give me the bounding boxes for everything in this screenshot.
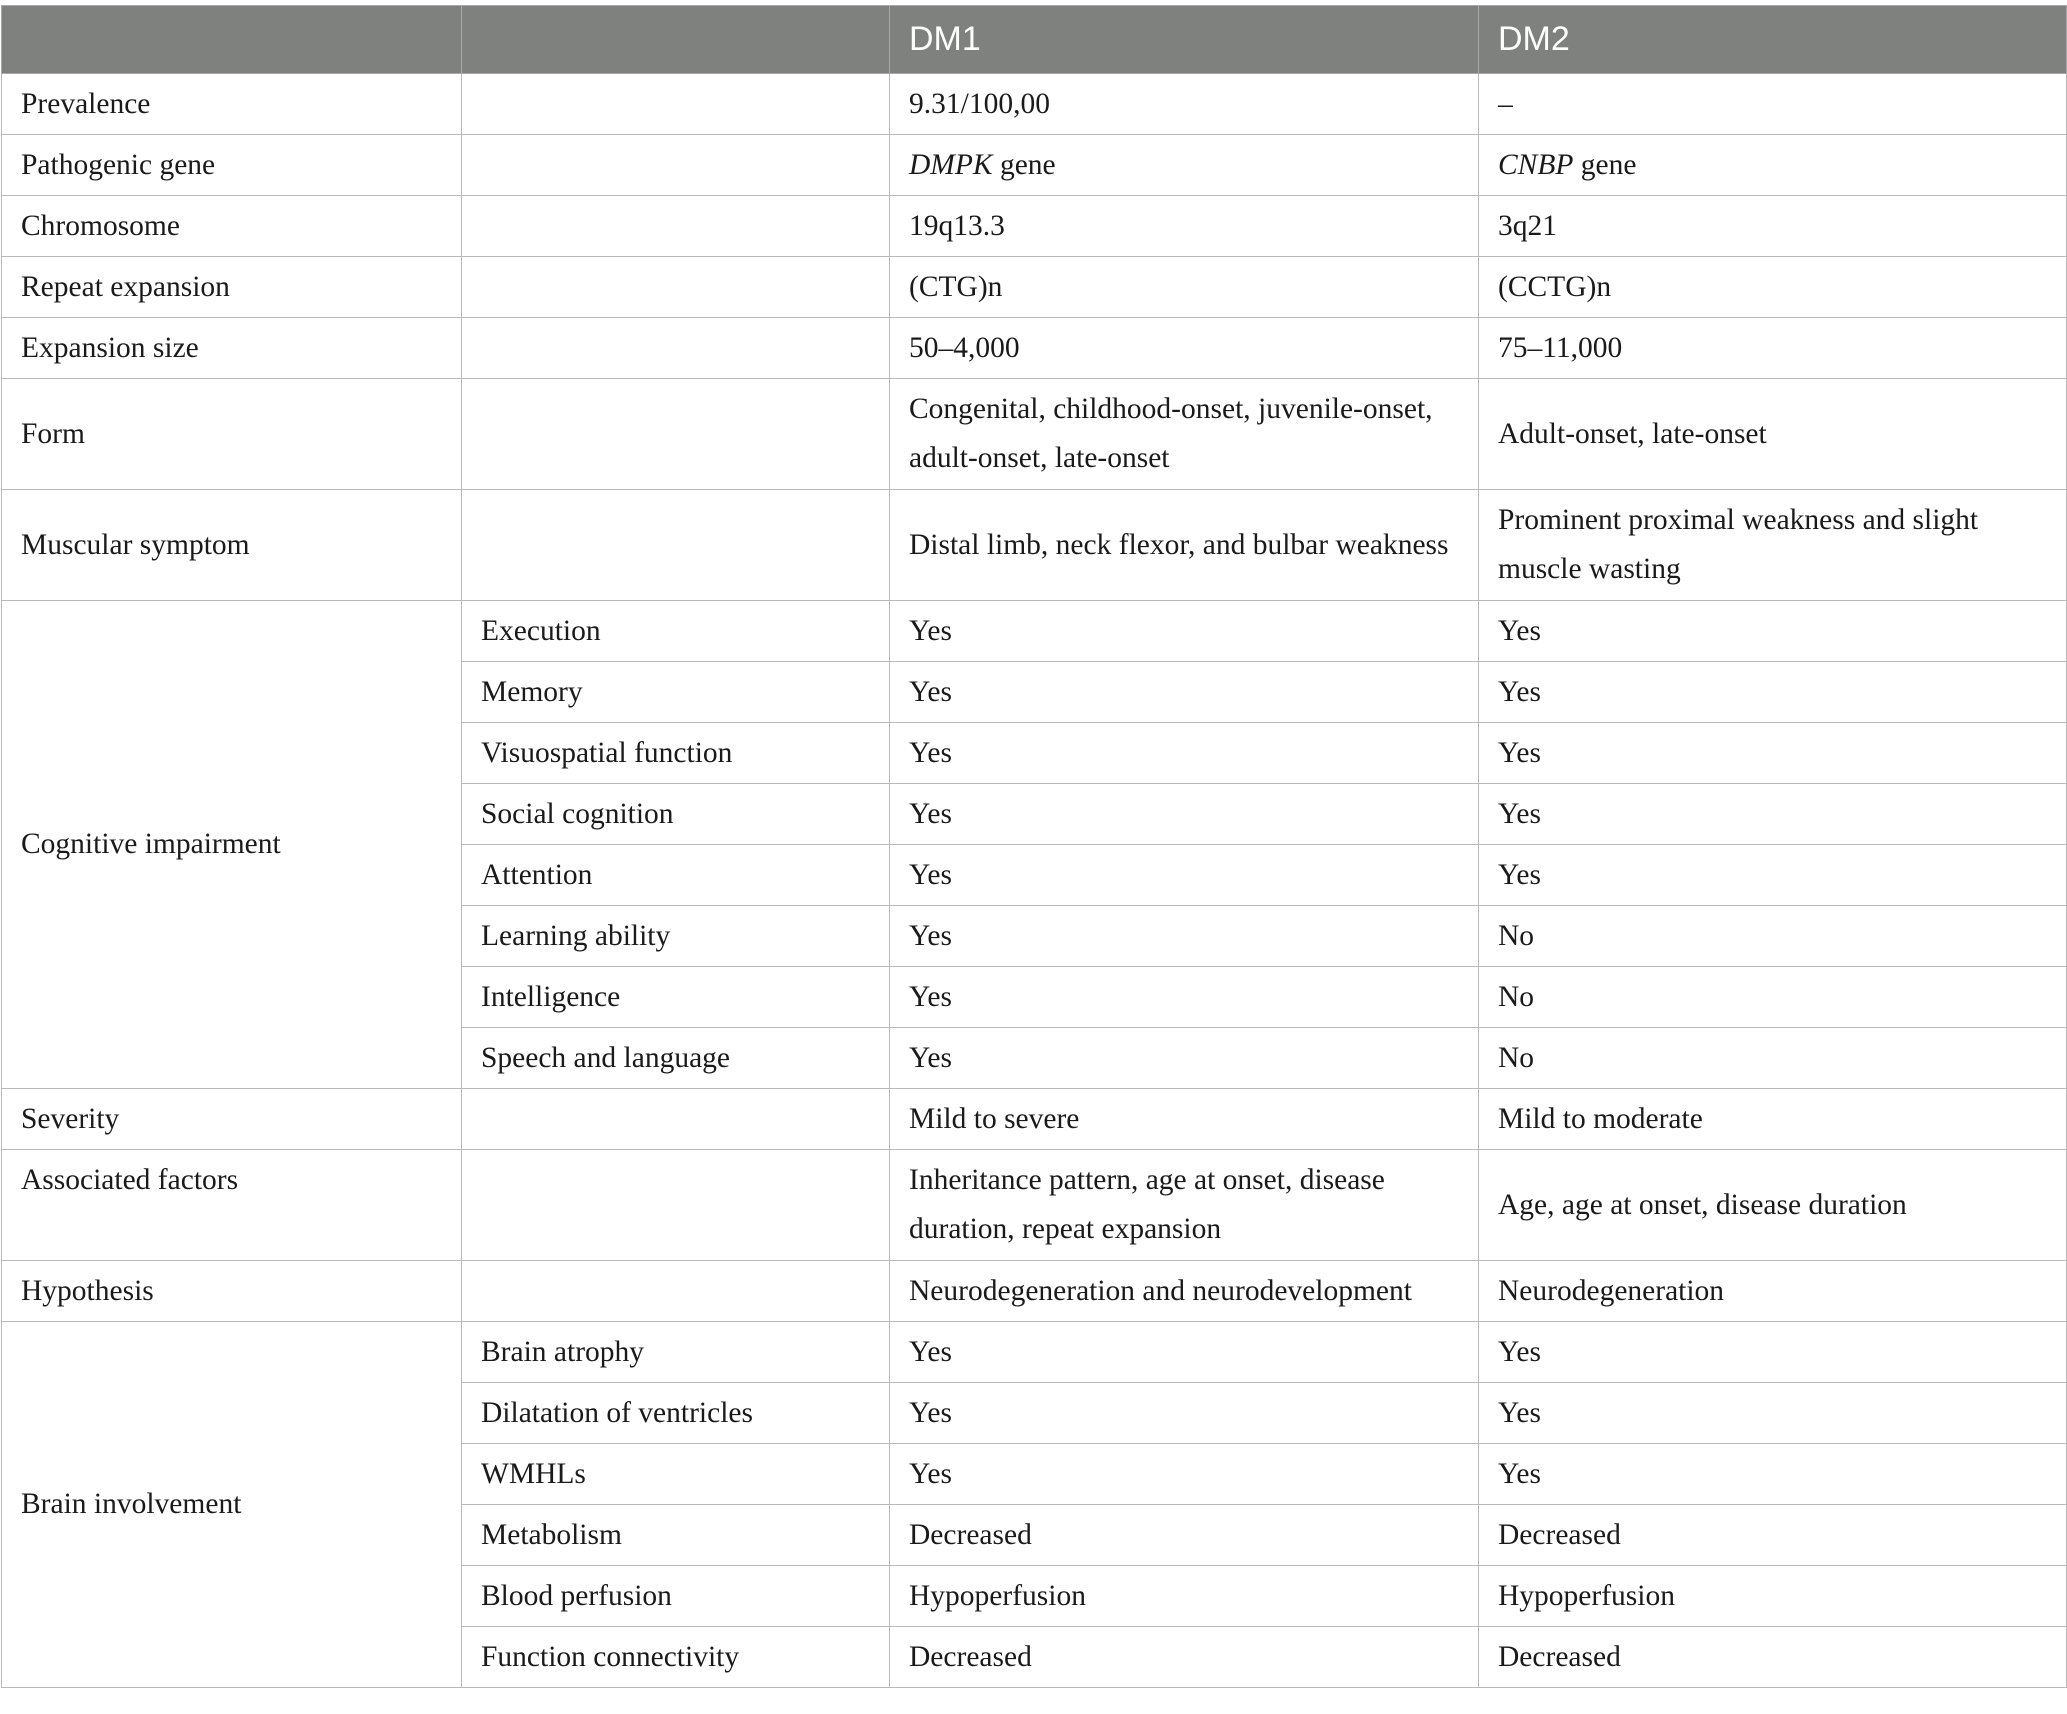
text-line: Inheritance pattern, age at onset, disease [909,1164,1385,1196]
dm2-value: Mild to moderate [1479,1089,2067,1150]
row-label: Chromosome [2,196,462,257]
row-label: Prevalence [2,74,462,135]
empty-cell [462,490,890,601]
dm1-value: Distal limb, neck flexor, and bulbar weakness [890,490,1479,601]
table-row [2,1150,2067,1261]
table-row [2,74,2067,135]
dm1-value: 9.31/100,00 [890,74,1479,135]
sub-label: Function connectivity [462,1627,890,1688]
sub-label: Speech and language [462,1028,890,1089]
sub-label: Attention [462,845,890,906]
dm1-value: Decreased [890,1505,1479,1566]
dm2-value: Yes [1479,1444,2067,1505]
sub-label: Learning ability [462,906,890,967]
dm1-value: Yes [890,723,1479,784]
dm1-value: Yes [890,1383,1479,1444]
text-line: duration, repeat expansion [909,1213,1222,1245]
dm1-value: Hypoperfusion [890,1566,1479,1627]
row-label: Hypothesis [2,1261,462,1322]
dm1-value: Yes [890,662,1479,723]
sub-label: Memory [462,662,890,723]
dm2-value: 75–11,000 [1479,318,2067,379]
dm1-value: (CTG)n [890,257,1479,318]
gene-name: DMPK [909,148,993,181]
dm2-value [1479,490,2067,601]
sub-label: Blood perfusion [462,1566,890,1627]
dm2-value: No [1479,967,2067,1028]
text-line: muscle wasting [1498,553,1681,585]
dm2-value: Yes [1479,723,2067,784]
dm1-value [890,379,1479,490]
dm1-value: Yes [890,1028,1479,1089]
dm1-value: Yes [890,906,1479,967]
dm2-value: Decreased [1479,1505,2067,1566]
sub-label: WMHLs [462,1444,890,1505]
dm2-value: Yes [1479,1383,2067,1444]
group-label: Brain involvement [2,1322,462,1688]
gene-suffix: gene [1573,148,1637,181]
dm2-value: Yes [1479,601,2067,662]
header-row [2,6,2067,74]
empty-cell [462,135,890,196]
sub-label: Social cognition [462,784,890,845]
dm2-value: Age, age at onset, disease duration [1479,1150,2067,1261]
table-row [2,135,2067,196]
sub-label: Brain atrophy [462,1322,890,1383]
empty-cell [462,1150,890,1261]
gene-suffix: gene [992,148,1056,181]
row-label: Associated factors [2,1150,462,1261]
dm2-value: Yes [1479,1322,2067,1383]
empty-cell [462,74,890,135]
empty-cell [462,1089,890,1150]
empty-cell [462,196,890,257]
comparison-table [1,5,2067,1688]
empty-cell [462,318,890,379]
sub-label: Dilatation of ventricles [462,1383,890,1444]
dm1-value: 50–4,000 [890,318,1479,379]
dm1-value: Yes [890,601,1479,662]
text-line: Congenital, childhood-onset, juvenile-onset, [909,393,1433,425]
dm2-value: Adult-onset, late-onset [1479,379,2067,490]
row-label: Pathogenic gene [2,135,462,196]
table-row [2,379,2067,490]
dm1-value: Yes [890,1444,1479,1505]
sub-label: Execution [462,601,890,662]
dm1-value: 19q13.3 [890,196,1479,257]
dm1-value: Mild to severe [890,1089,1479,1150]
dm1-value: Decreased [890,1627,1479,1688]
row-label: Severity [2,1089,462,1150]
dm2-value: – [1479,74,2067,135]
gene-name: CNBP [1498,148,1574,181]
dm2-value: No [1479,1028,2067,1089]
empty-cell [462,379,890,490]
text-line: Prominent proximal weakness and slight [1498,504,1979,536]
text-line: adult-onset, late-onset [909,442,1170,474]
sub-label: Intelligence [462,967,890,1028]
row-label: Form [2,379,462,490]
dm2-value: Yes [1479,845,2067,906]
dm1-value [890,1150,1479,1261]
table-row [2,196,2067,257]
table-row [2,257,2067,318]
header-cell-dm1: DM1 [890,6,1479,74]
group-label: Cognitive impairment [2,601,462,1089]
header-cell-dm2: DM2 [1479,6,2067,74]
row-label: Muscular symptom [2,490,462,601]
dm1-value [890,135,1479,196]
table-row [2,601,2067,662]
dm2-value [1479,135,2067,196]
dm2-value: No [1479,906,2067,967]
dm2-value: Hypoperfusion [1479,1566,2067,1627]
header-cell-subfeature [462,6,890,74]
dm2-value: Decreased [1479,1627,2067,1688]
dm2-value: Yes [1479,784,2067,845]
dm2-value: Neurodegeneration [1479,1261,2067,1322]
table-row [2,490,2067,601]
dm2-value: Yes [1479,662,2067,723]
dm2-value: 3q21 [1479,196,2067,257]
row-label: Expansion size [2,318,462,379]
dm1-value: Neurodegeneration and neurodevelopment [890,1261,1479,1322]
dm1-value: Yes [890,845,1479,906]
sub-label: Visuospatial function [462,723,890,784]
table-row [2,1322,2067,1383]
table-row [2,318,2067,379]
empty-cell [462,257,890,318]
dm2-value: (CCTG)n [1479,257,2067,318]
dm1-value: Yes [890,967,1479,1028]
empty-cell [462,1261,890,1322]
sub-label: Metabolism [462,1505,890,1566]
header-cell-feature [2,6,462,74]
table-row [2,1089,2067,1150]
row-label: Repeat expansion [2,257,462,318]
dm1-value: Yes [890,784,1479,845]
dm1-value: Yes [890,1322,1479,1383]
table-row [2,1261,2067,1322]
